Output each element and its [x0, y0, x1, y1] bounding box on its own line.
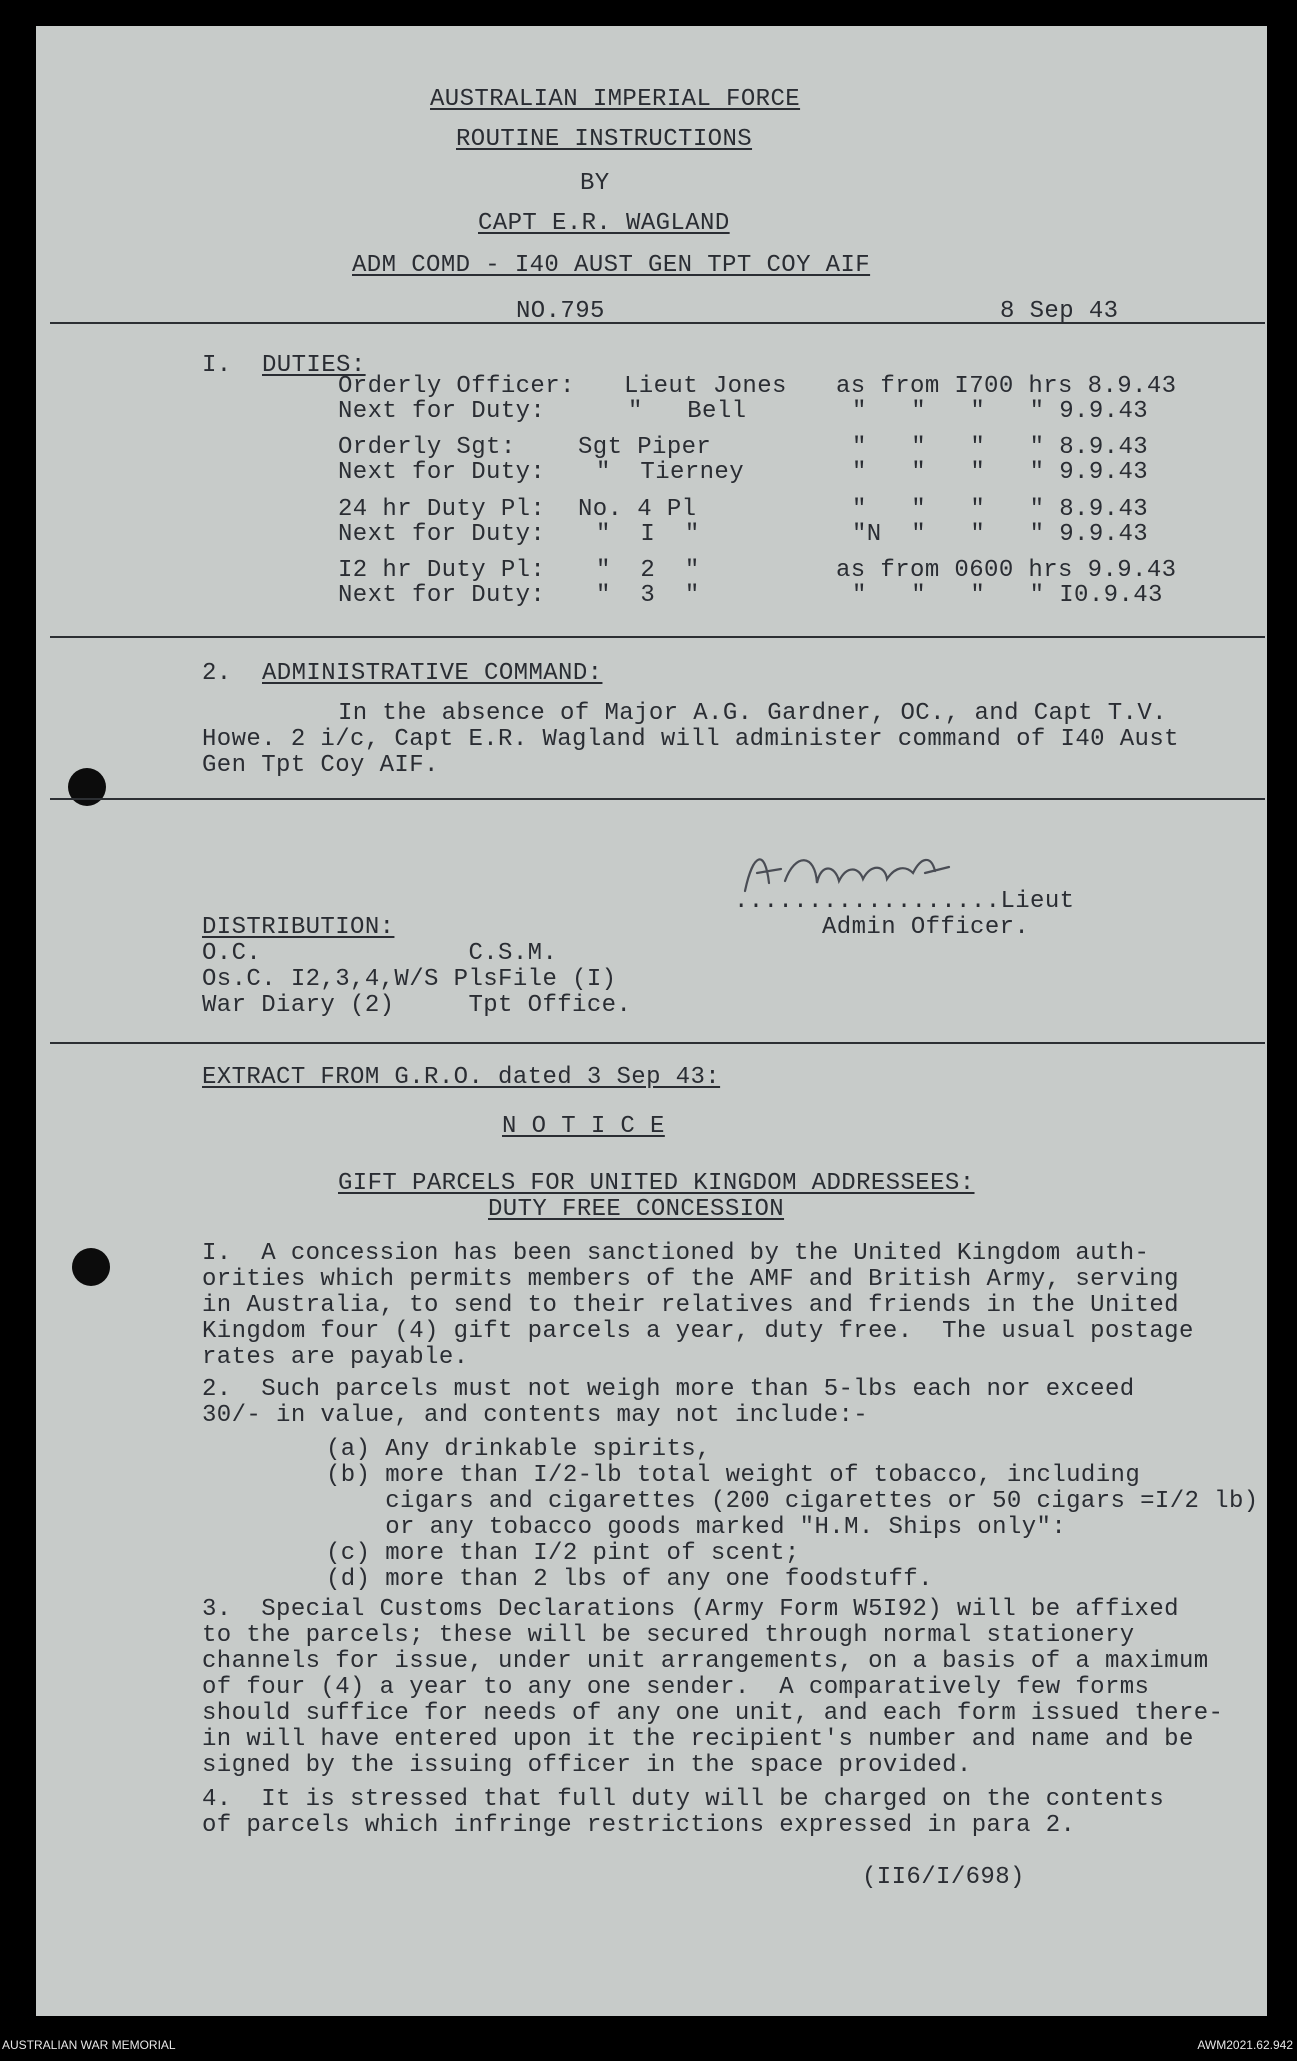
distribution-heading: DISTRIBUTION:	[202, 914, 395, 941]
duty-role: I2 hr Duty Pl:	[338, 557, 546, 584]
divider	[50, 636, 1265, 638]
signature-line: ..................Lieut	[734, 888, 1075, 915]
notice-subtitle: DUTY FREE CONCESSION	[488, 1196, 785, 1223]
header-line-1: AUSTRALIAN IMPERIAL FORCE	[430, 86, 801, 113]
duty-time: " " " " 9.9.43	[852, 459, 1149, 486]
extract-heading: EXTRACT FROM G.R.O. dated 3 Sep 43:	[202, 1064, 721, 1091]
header-line-4: CAPT E.R. WAGLAND	[478, 210, 730, 237]
admin-heading: ADMINISTRATIVE COMMAND:	[262, 660, 603, 687]
duty-role: Orderly Officer:	[338, 373, 575, 400]
reference-number: (II6/I/698)	[862, 1864, 1025, 1891]
list-item: or any tobacco goods marked "H.M. Ships only":	[326, 1514, 1067, 1541]
duty-person: Sgt Piper	[578, 434, 712, 461]
duty-time: " " " " I0.9.43	[852, 582, 1163, 609]
divider	[50, 798, 1265, 800]
duty-time: as from 0600 hrs 9.9.43	[836, 557, 1177, 584]
paragraph-line: I. A concession has been sanctioned by the United Kingdom auth-	[202, 1240, 1150, 1267]
notice-heading: N O T I C E	[502, 1113, 665, 1140]
divider	[50, 1042, 1265, 1044]
list-item: (c) more than I/2 pint of scent;	[326, 1540, 800, 1567]
duty-time: as from I700 hrs 8.9.43	[836, 373, 1177, 400]
duty-time: " " " " 8.9.43	[852, 496, 1149, 523]
duty-person: Lieut Jones	[624, 373, 787, 400]
duty-person: " 3 "	[596, 582, 700, 609]
signature-title: Admin Officer.	[822, 914, 1030, 941]
footer-source: AUSTRALIAN WAR MEMORIAL	[2, 2038, 176, 2052]
duty-person: " I "	[596, 521, 700, 548]
punch-hole	[72, 1248, 110, 1286]
paragraph-line: orities which permits members of the AMF and British Army, serving	[202, 1266, 1179, 1293]
header-line-5: ADM COMD - I40 AUST GEN TPT COY AIF	[352, 252, 871, 279]
paragraph-line: in will have entered upon it the recipient's number and name and be	[202, 1726, 1194, 1753]
paragraph-line: should suffice for needs of any one unit, and each form issued there-	[202, 1700, 1224, 1727]
duty-time: " " " " 9.9.43	[852, 398, 1149, 425]
paragraph-line: channels for issue, under unit arrangements, on a basis of a maximum	[202, 1648, 1209, 1675]
duty-role: Next for Duty:	[338, 521, 546, 548]
duty-person: " Bell	[628, 398, 747, 425]
duty-person: No. 4 Pl	[578, 496, 697, 523]
divider	[50, 322, 1265, 324]
duty-role: Next for Duty:	[338, 459, 546, 486]
duty-time: " " " " 8.9.43	[852, 434, 1149, 461]
duty-role: Next for Duty:	[338, 398, 546, 425]
distribution-line: O.C. C.S.M.	[202, 940, 558, 967]
duties-number: I.	[202, 352, 232, 379]
paragraph-line: rates are payable.	[202, 1344, 469, 1371]
paragraph-line: Kingdom four (4) gift parcels a year, duty free. The usual postage	[202, 1318, 1194, 1345]
duty-role: 24 hr Duty Pl:	[338, 496, 546, 523]
list-item: (b) more than I/2-lb total weight of tobacco, including	[326, 1462, 1141, 1489]
paragraph-line: 4. It is stressed that full duty will be charged on the contents	[202, 1786, 1165, 1813]
duty-role: Orderly Sgt:	[338, 434, 516, 461]
duties-heading: DUTIES:	[262, 352, 366, 379]
duty-person: " Tierney	[596, 459, 745, 486]
paragraph-line: 2. Such parcels must not weigh more than 5-lbs each nor exceed	[202, 1376, 1135, 1403]
paragraph-line: signed by the issuing officer in the space provided.	[202, 1752, 972, 1779]
notice-title: GIFT PARCELS FOR UNITED KINGDOM ADDRESSEES:	[338, 1170, 975, 1197]
footer-accession: AWM2021.62.942	[1197, 2038, 1293, 2052]
list-item: cigars and cigarettes (200 cigarettes or 50 cigars =I/2 lb)	[326, 1488, 1259, 1515]
distribution-line: Os.C. I2,3,4,W/S PlsFile (I)	[202, 966, 617, 993]
instruction-number: NO.795	[516, 298, 605, 325]
list-item: (d) more than 2 lbs of any one foodstuff.	[326, 1566, 933, 1593]
duty-time: "N " " " 9.9.43	[852, 521, 1149, 548]
punch-hole	[68, 768, 106, 806]
admin-text-line: Howe. 2 i/c, Capt E.R. Wagland will administer command of I40 Aust	[202, 726, 1179, 753]
paragraph-line: to the parcels; these will be secured through normal stationery	[202, 1622, 1135, 1649]
paragraph-line: in Australia, to send to their relatives and friends in the United	[202, 1292, 1179, 1319]
instruction-date: 8 Sep 43	[1000, 298, 1119, 325]
paragraph-line: 3. Special Customs Declarations (Army Form W5I92) will be affixed	[202, 1596, 1179, 1623]
duty-role: Next for Duty:	[338, 582, 546, 609]
paragraph-line: 30/- in value, and contents may not include:-	[202, 1402, 869, 1429]
distribution-line: War Diary (2) Tpt Office.	[202, 992, 632, 1019]
header-line-3: BY	[580, 170, 610, 197]
admin-text-line: Gen Tpt Coy AIF.	[202, 752, 439, 779]
paragraph-line: of four (4) a year to any one sender. A comparatively few forms	[202, 1674, 1150, 1701]
duty-person: " 2 "	[596, 557, 700, 584]
header-line-2: ROUTINE INSTRUCTIONS	[456, 126, 753, 153]
paragraph-line: of parcels which infringe restrictions expressed in para 2.	[202, 1812, 1076, 1839]
admin-number: 2.	[202, 660, 232, 687]
list-item: (a) Any drinkable spirits,	[326, 1436, 711, 1463]
admin-text-line: In the absence of Major A.G. Gardner, OC., and Capt T.V.	[338, 700, 1167, 727]
